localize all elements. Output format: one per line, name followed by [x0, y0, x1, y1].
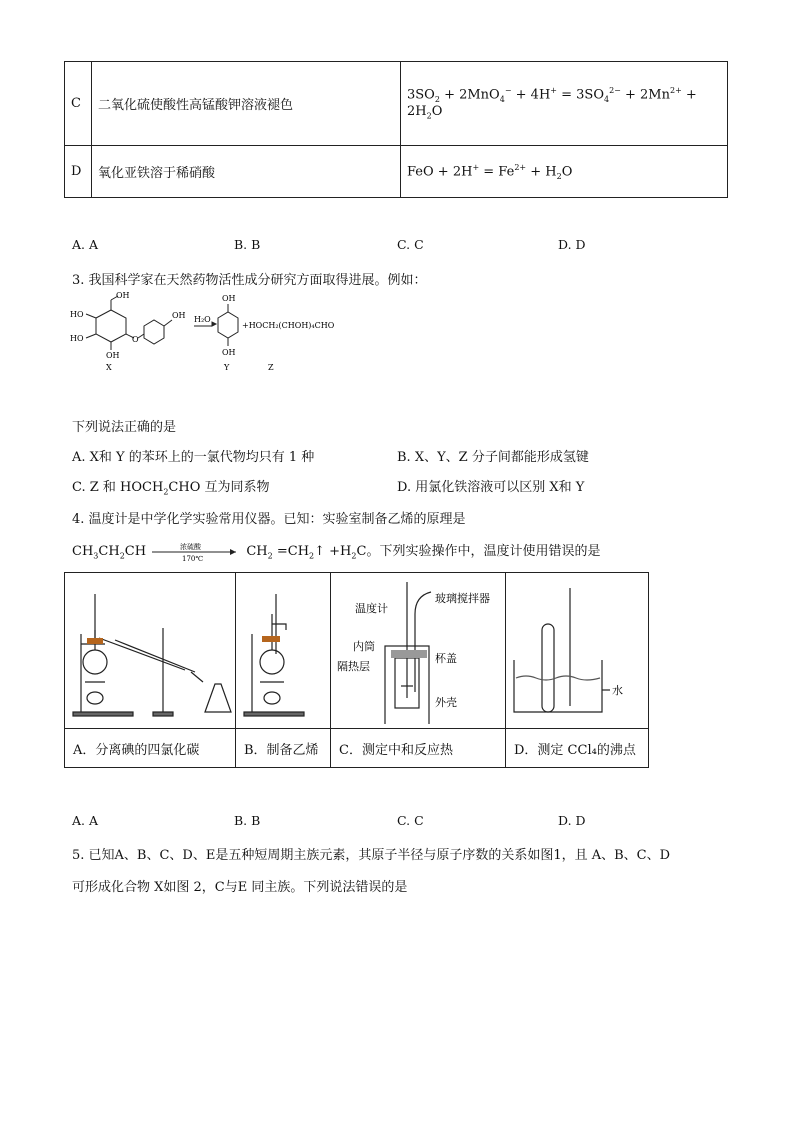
option-b: B. B: [234, 813, 261, 828]
apparatus-b: [236, 573, 331, 729]
option-c: C. C: [397, 813, 424, 828]
option-a: A. A: [72, 237, 99, 252]
distillation-apparatus: [65, 574, 235, 724]
oh-label: OH: [222, 294, 236, 303]
question-3-stem: 3. 我国科学家在天然药物活性成分研究方面取得进展。例如：: [72, 273, 427, 288]
label-x: X: [106, 363, 112, 372]
label-stirrer: 玻璃搅拌器: [435, 592, 490, 605]
label-inner: 内筒: [353, 640, 375, 653]
ho-label: HO: [70, 334, 84, 343]
label-lid: 杯盖: [435, 652, 457, 665]
apparatus-table: [64, 572, 649, 768]
question-4-stem: 4. 温度计是中学化学实验常用仪器。已知：实验室制备乙烯的原理是: [72, 512, 466, 527]
label-z: Z: [268, 363, 274, 372]
caption-d: D．测定 CCl₄的沸点: [506, 729, 649, 768]
ethylene-apparatus: [236, 574, 330, 724]
label-thermometer: 温度计: [355, 602, 388, 615]
caption-c: C．测定中和反应热: [331, 729, 506, 768]
label-y: Y: [224, 363, 230, 372]
option-c: C. C: [397, 237, 424, 252]
oh-label: OH: [106, 351, 120, 360]
reagent-label: H₂O: [194, 315, 211, 324]
option-d: D. D: [558, 237, 586, 252]
q3-option-c: C. Z 和 $HOCH_2CHO$ 互为同系物: [72, 480, 270, 497]
option-b: B. B: [234, 237, 261, 252]
q3-option-a: A. X和 Y 的苯环上的一氯代物均只有 1 种: [72, 450, 315, 465]
question-5-line1: 5. 已知A、B、C、D、E是五种短周期主族元素，其原子半径与原子序数的关系如图1，且 A、B、C、D: [72, 848, 671, 863]
condition-top: 浓硫酸: [180, 542, 202, 551]
row-description: 二氧化硫使酸性高锰酸钾溶液褪色: [92, 62, 401, 146]
answer-table: [64, 61, 728, 198]
calorimeter: [331, 574, 505, 724]
z-formula: +HOCH₂(CHOH)₄CHO: [242, 321, 335, 330]
question-3-prompt: 下列说法正确的是: [72, 420, 177, 435]
apparatus-a: [65, 573, 236, 729]
row-label: D: [65, 146, 92, 198]
boiling-point-apparatus: [506, 574, 648, 724]
apparatus-d: [506, 573, 649, 729]
row-label: C: [65, 62, 92, 146]
reaction-figure: [66, 288, 366, 376]
row-equation: FeO + $2H^+ = Fe^{2+} + H_2O$: [401, 146, 728, 198]
oh-label: OH: [222, 348, 236, 357]
apparatus-c: [331, 573, 506, 729]
condition-bottom: 170℃: [182, 554, 204, 563]
question-4-equation: $CH_3CH_2CH$ 浓硫酸 170℃ $CH_2$ $=CH_2↑ +H_2C$。下列实验操作中，温度计使用错误的是: [72, 542, 601, 563]
caption-b: B．制备乙烯: [236, 729, 331, 768]
option-a: A. A: [72, 813, 99, 828]
ho-label: HO: [70, 310, 84, 319]
q3-option-d: D. 用氯化铁溶液可以区别 X和 Y: [397, 480, 585, 495]
label-water: 水: [612, 684, 623, 697]
q3-option-b: B. X、Y、Z 分子间都能形成氢键: [397, 450, 589, 465]
label-insulation: 隔热层: [337, 660, 370, 673]
o-label: O: [132, 335, 139, 344]
caption-a: A．分离碘的四氯化碳: [65, 729, 236, 768]
option-d: D. D: [558, 813, 586, 828]
oh-label: OH: [116, 291, 130, 300]
label-shell: 外壳: [435, 696, 457, 709]
oh-label: OH: [172, 311, 186, 320]
row-equation: $3SO_2 + 2MnO_4^- + 4H^+ = 3SO_4^{2-} + 2Mn^{2+} + 2H_2O$: [401, 62, 728, 146]
row-description: 氧化亚铁溶于稀硝酸: [92, 146, 401, 198]
reaction-arrow: [150, 541, 242, 563]
question-5-line2: 可形成化合物 X如图 2，C与E 同主族。下列说法错误的是: [72, 880, 408, 895]
